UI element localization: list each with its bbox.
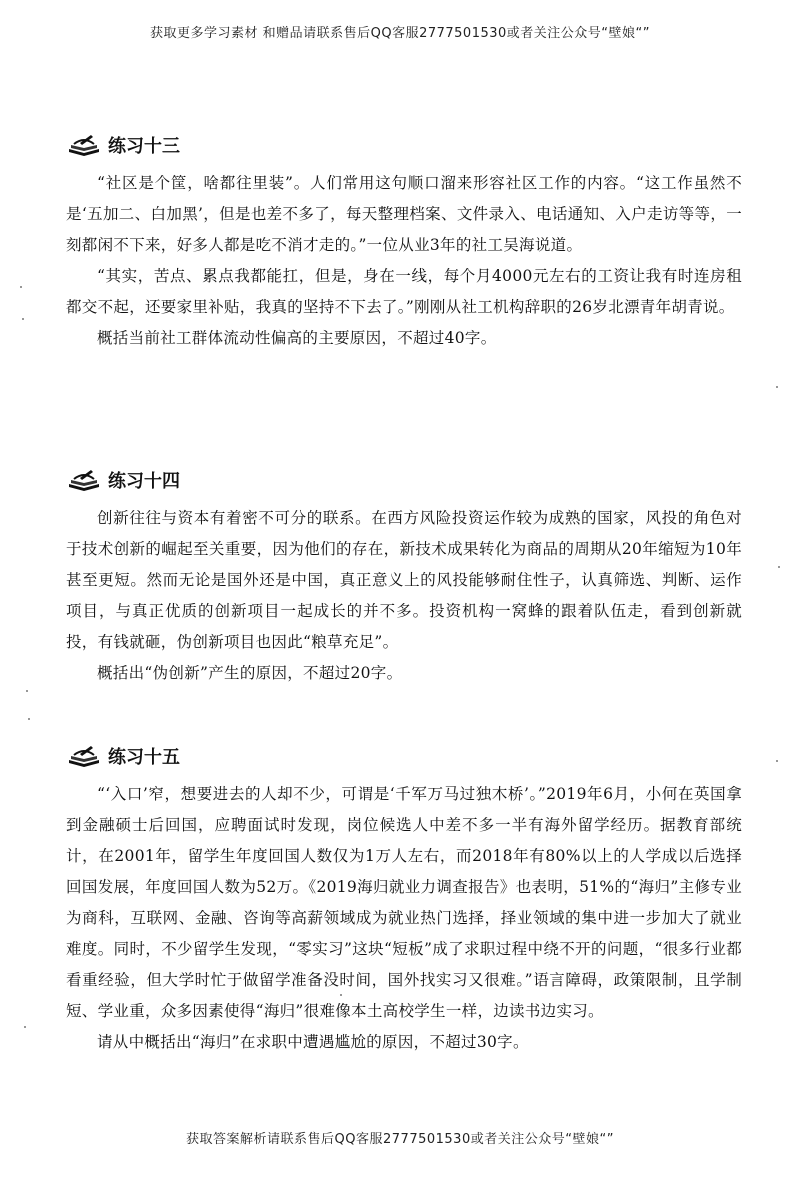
paragraph: “其实，苦点、累点我都能扛，但是，身在一线，每个月4000元左右的工资让我有时连房租都交不起，还要家里补贴，我真的坚持不下去了。”刚刚从社工机构辞职的26岁北漂青年胡青说。 [66,267,742,316]
question-prompt: 概括出“伪创新”产生的原因，不超过20字。 [97,664,403,682]
exercise-15 [66,742,742,1058]
exercise-13-heading [66,131,742,159]
exercise-14 [66,466,742,689]
scan-speck [20,286,22,288]
paragraph: “‘入口’窄，想要进去的人却不少，可谓是‘千军万马过独木桥’。”2019年6月，小何在英国拿到金融硕士后回国，应聘面试时发现，岗位候选人中差不多一半有海外留学经历。据教育部统计，在2001年，留学生年度回国人数仅为1万人左右，而2018年有80%以上的人学成以后选择回国发展，年度回国人数为52万。《2019海归就业力调查报告》也表明，51%的“海归”主修专业为商科，互联网、金融、咨询等高薪领域成为就业热门选择，择业领域的集中进一步加大了就业难度。同时，不少留学生发现，“零实习”这块“短板”成了求职过程中绕不开的问题，“很多行业都看重经验，但大学时忙于做留学准备没时间，国外找实习又很难。”语言障碍，政策限制，且学制短、学业重，众多因素使得“海归”很难像本土高校学生一样，边读书边实习。 [66,785,742,1020]
exercise-15-heading [66,742,742,770]
exercise-13 [66,131,742,354]
exercise-13-body [66,168,742,354]
scan-speck [776,386,778,388]
scan-speck [778,566,780,568]
question-prompt: 请从中概括出“海归”在求职中遭遇尴尬的原因，不超过30字。 [97,1033,529,1051]
scan-speck [28,718,30,720]
exercise-14-title: 练习十四 [108,471,180,492]
scan-speck [24,1026,26,1028]
paragraph: 创新往往与资本有着密不可分的联系。在西方风险投资运作较为成熟的国家，风投的角色对于技术创新的崛起至关重要，因为他们的存在，新技术成果转化为商品的周期从20年缩短为10年甚至更短。然而无论是国外还是中国，真正意义上的风投能够耐住性子，认真筛选、判断、运作项目，与真正优质的创新项目一起成长的并不多。投资机构一窝蜂的跟着队伍走，看到创新就投，有钱就砸，伪创新项目也因此“粮草充足”。 [66,509,742,651]
book-pen-icon [66,744,102,768]
exercise-15-title: 练习十五 [108,747,180,768]
scan-speck [340,994,342,996]
exercise-14-body [66,503,742,689]
paragraph: “社区是个筐，啥都往里装”。人们常用这句顺口溜来形容社区工作的内容。“这工作虽然不是‘五加二、白加黑’，但是也差不多了，每天整理档案、文件录入、电话通知、入户走访等等，一刻都闲不下来，好多人都是吃不消才走的。”一位从业3年的社工吴海说道。 [66,174,742,254]
book-pen-icon [66,468,102,492]
header-contact-note: 获取更多学习素材 和赠品请联系售后QQ客服2777501530或者关注公众号“壁娘“” [149,26,650,41]
exercise-14-heading [66,466,742,494]
exercise-13-title: 练习十三 [108,136,180,157]
scan-speck [22,318,24,320]
scan-speck [776,760,778,762]
footer-contact-note: 获取答案解析请联系售后QQ客服2777501530或者关注公众号“壁娘“” [186,1132,614,1147]
exercise-15-body [66,779,742,1058]
book-pen-icon [66,133,102,157]
scan-speck [26,690,28,692]
question-prompt: 概括当前社工群体流动性偏高的主要原因，不超过40字。 [97,329,497,347]
